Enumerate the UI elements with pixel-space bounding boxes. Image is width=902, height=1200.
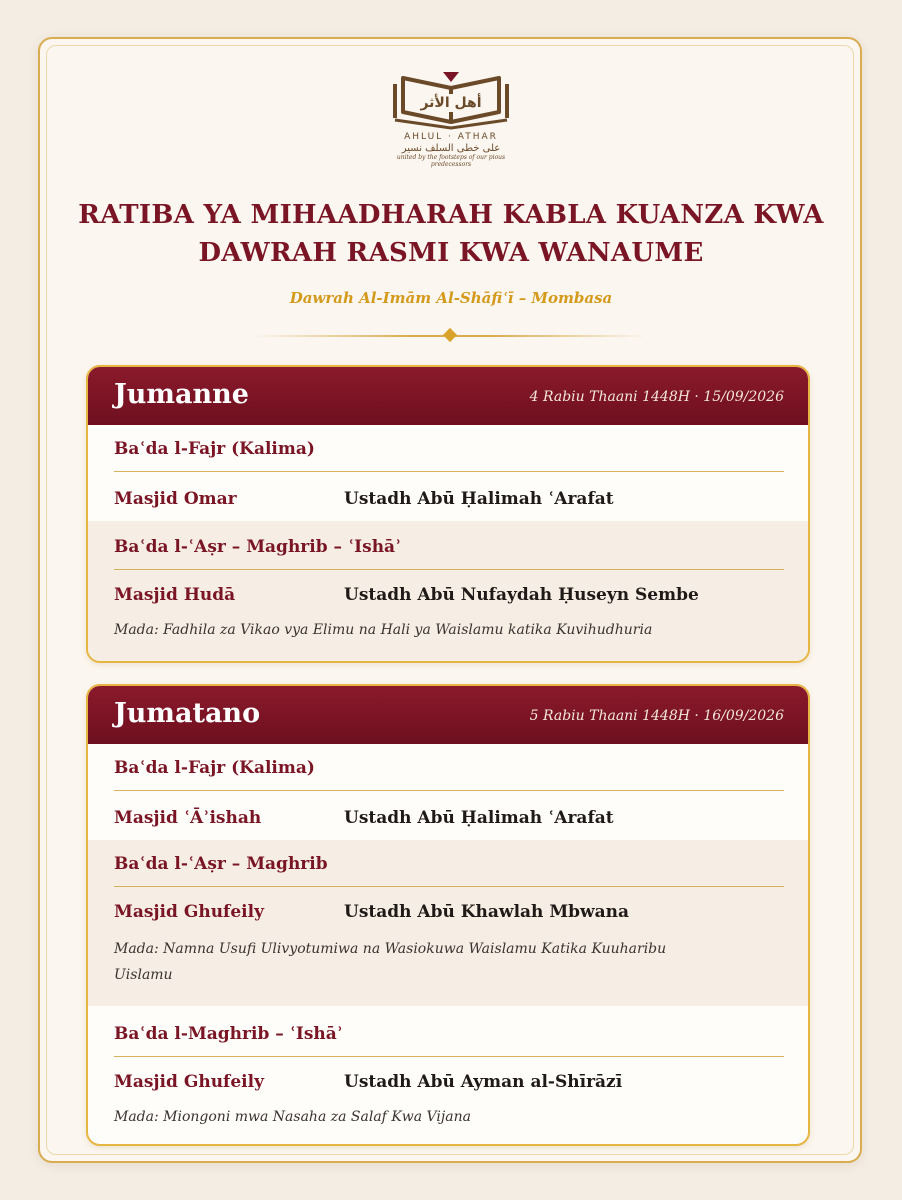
page-title	[60, 196, 842, 272]
session-block	[88, 1006, 808, 1144]
session-rule	[114, 886, 784, 887]
speaker-name: Ustadh Abū Ḥalimah ʿArafat	[344, 489, 614, 509]
speaker-name: Ustadh Abū Khawlah Mbwana	[344, 902, 630, 922]
session-rule	[114, 790, 784, 791]
session-rule	[114, 471, 784, 472]
mosque-name: Masjid Ghufeily	[114, 902, 264, 922]
day-date: 4 Rabiu Thaani 1448H · 15/09/2026	[529, 389, 784, 405]
session-topic-line-1: Mada: Namna Usufi Ulivyotumiwa na Wasiokuwa Waislamu Katika Kuuharibu	[114, 941, 667, 957]
day-header	[88, 686, 808, 744]
logo-arabic-slogan: على خطى السلف نسير	[401, 143, 501, 154]
session-topic: Mada: Fadhila za Vikao vya Elimu na Hali ya Waislamu katika Kuvihudhuria	[114, 622, 653, 638]
title-line-2: DAWRAH RASMI KWA WANAUME	[198, 238, 704, 268]
session-time-slot: Baʿda l-Fajr (Kalima)	[114, 758, 315, 778]
session-topic: Mada: Miongoni mwa Nasaha za Salaf Kwa Vijana	[114, 1109, 471, 1125]
logo-tagline: united by the footsteps of our pious predecessors	[396, 154, 506, 168]
mosque-name: Masjid Hudā	[114, 585, 236, 605]
session-time-slot: Baʿda l-Maghrib – ʿIshāʾ	[114, 1024, 344, 1044]
session-block	[88, 521, 808, 663]
session-topic	[114, 936, 754, 988]
ahlul-athar-logo	[381, 68, 521, 180]
speaker-name: Ustadh Abū Ḥalimah ʿArafat	[344, 808, 614, 828]
speaker-name: Ustadh Abū Nufaydah Ḥuseyn Sembe	[344, 585, 699, 605]
session-block	[88, 840, 808, 1006]
session-time-slot: Baʿda l-ʿAṣr – Maghrib – ʿIshāʾ	[114, 537, 402, 557]
mosque-name: Masjid ʿĀʾishah	[114, 808, 262, 828]
day-name: Jumatano	[114, 698, 261, 729]
session-time-slot: Baʿda l-Fajr (Kalima)	[114, 439, 315, 459]
day-name: Jumanne	[114, 379, 249, 410]
mosque-name: Masjid Ghufeily	[114, 1072, 264, 1092]
mosque-name: Masjid Omar	[114, 489, 237, 509]
session-rule	[114, 1056, 784, 1057]
speaker-name: Ustadh Abū Ayman al-Shīrāzī	[344, 1072, 623, 1092]
day-header	[88, 367, 808, 425]
session-time-slot: Baʿda l-ʿAṣr – Maghrib	[114, 854, 328, 874]
day-card-jumanne	[86, 365, 810, 663]
session-rule	[114, 569, 784, 570]
logo-arabic-mark: أهل الأثر	[420, 95, 482, 111]
logo-name: AHLUL · ATHAR	[404, 132, 498, 142]
page-subtitle: Dawrah Al-Imām Al-Shāfiʿī – Mombasa	[289, 289, 613, 307]
day-card-jumatano	[86, 684, 810, 1146]
session-block	[88, 744, 808, 840]
session-block	[88, 425, 808, 521]
session-topic-line-2: Uislamu	[114, 967, 173, 983]
title-line-1: RATIBA YA MIHAADHARAH KABLA KUANZA KWA	[78, 200, 824, 230]
day-date: 5 Rabiu Thaani 1448H · 16/09/2026	[529, 708, 784, 724]
